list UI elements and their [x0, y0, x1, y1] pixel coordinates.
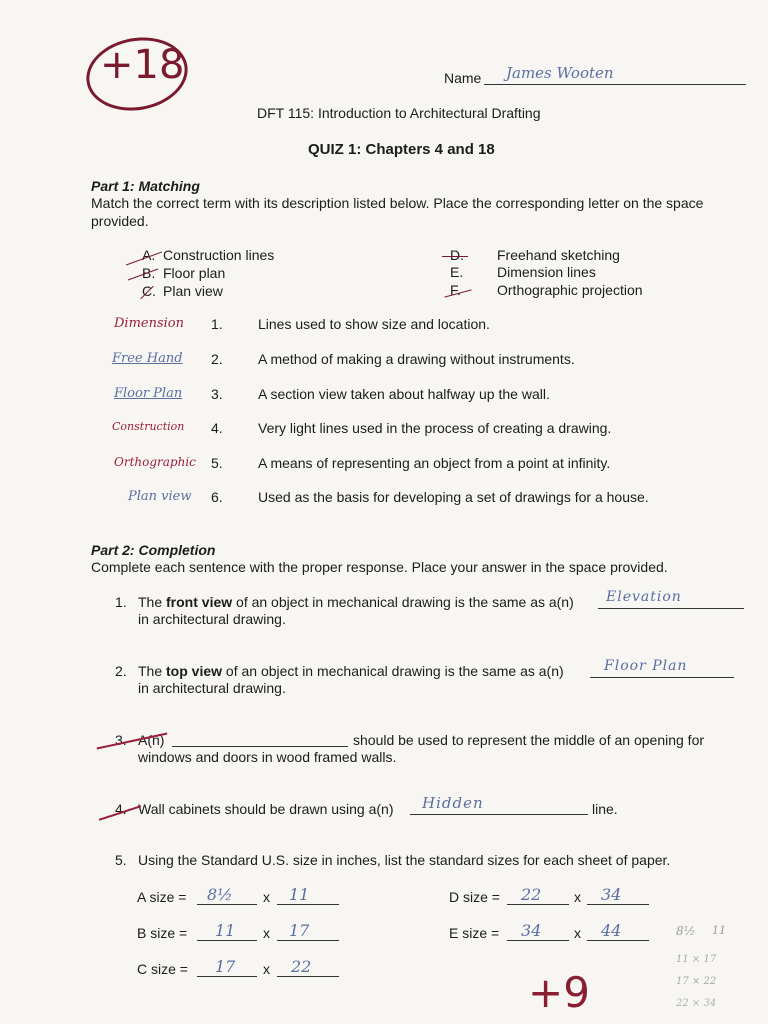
q3-post: should be used to represent the middle of an opening for [353, 732, 705, 748]
size-a-row [137, 886, 347, 908]
answer-1[interactable]: Dimension [114, 316, 185, 331]
margin-note-4: 17 × 22 [676, 976, 717, 987]
part1-heading: Part 1: Matching [91, 178, 200, 194]
item-4-num: 4. [211, 420, 223, 436]
q1-answer: Elevation [606, 589, 682, 605]
q2-pre: The [138, 663, 167, 679]
item-5-text: A means of representing an object from a point at infinity. [258, 455, 611, 471]
size-a-label: A size = [137, 889, 187, 905]
item-2-text: A method of making a drawing without instruments. [258, 351, 575, 367]
matching-item-2 [100, 351, 680, 371]
size-d-x: x [574, 889, 581, 905]
name-label: Name [444, 70, 482, 86]
matching-item-5 [100, 455, 680, 475]
term-f-letter: F. [450, 282, 461, 298]
item-1-text: Lines used to show size and location. [258, 316, 490, 332]
size-e-height[interactable]: 44 [587, 922, 649, 941]
q4-post: line. [592, 801, 618, 817]
size-e-width[interactable]: 34 [507, 922, 569, 941]
q3-num: 3. [115, 732, 127, 748]
q2-line2: in architectural drawing. [138, 680, 286, 696]
q5-num: 5. [115, 852, 127, 868]
term-d: Freehand sketching [497, 247, 620, 263]
answer-4[interactable]: Construction [112, 420, 185, 433]
part2-heading: Part 2: Completion [91, 542, 216, 558]
size-e-row [449, 922, 659, 944]
size-b-x: x [263, 925, 270, 941]
strike-d [442, 256, 468, 257]
name-field[interactable] [484, 66, 746, 85]
part1-instructions-1: Match the correct term with its description listed below. Place the corresponding letter on the space [91, 195, 704, 211]
q1-post: of an object in mechanical drawing is the same as a(n) [232, 594, 574, 610]
q1-num: 1. [115, 594, 127, 610]
q4-pre: Wall cabinets should be drawn using a(n) [138, 801, 394, 817]
term-a-letter: A. [142, 247, 156, 263]
item-6-text: Used as the basis for developing a set of drawings for a house. [258, 489, 649, 505]
q3-pre: A(n) [138, 732, 165, 748]
size-b-width[interactable]: 11 [197, 922, 257, 941]
name-value: James Wooten [506, 64, 614, 82]
size-d-label: D size = [449, 889, 500, 905]
q3-blank[interactable] [172, 729, 348, 747]
q2-blank[interactable] [590, 660, 734, 678]
size-b-label: B size = [137, 925, 188, 941]
q2-num: 2. [115, 663, 127, 679]
size-b-height[interactable]: 17 [277, 922, 339, 941]
answer-6[interactable]: Plan view [128, 489, 192, 504]
size-a-x: x [263, 889, 270, 905]
term-a: Construction lines [163, 247, 275, 263]
size-a-height[interactable]: 11 [277, 886, 339, 905]
margin-note-5: 22 × 34 [676, 998, 717, 1009]
q1-pre: The [138, 594, 167, 610]
part2-instructions: Complete each sentence with the proper response. Place your answer in the space provided. [91, 559, 668, 575]
margin-note-2: 11 [712, 924, 726, 937]
size-d-width[interactable]: 22 [507, 886, 569, 905]
q2-post: of an object in mechanical drawing is the same as a(n) [222, 663, 564, 679]
term-c-letter: C. [142, 283, 156, 299]
answer-3[interactable]: Floor Plan [114, 386, 183, 401]
q4-blank[interactable] [410, 794, 588, 815]
item-2-num: 2. [211, 351, 223, 367]
size-c-height[interactable]: 22 [277, 958, 339, 977]
item-5-num: 5. [211, 455, 223, 471]
term-b: Floor plan [163, 265, 226, 281]
q1-blank[interactable] [598, 591, 744, 609]
item-6-num: 6. [211, 489, 223, 505]
term-f: Orthographic projection [497, 282, 643, 298]
size-b-row [137, 922, 347, 944]
item-3-num: 3. [211, 386, 223, 402]
size-d-row [449, 886, 659, 908]
q1-bold: front view [166, 594, 233, 610]
q1-line2: in architectural drawing. [138, 611, 286, 627]
q2-bold: top view [166, 663, 223, 679]
matching-item-4 [100, 420, 680, 440]
item-1-num: 1. [211, 316, 223, 332]
term-e-letter: E. [450, 264, 464, 280]
score-bottom: +9 [528, 968, 590, 1017]
margin-note-3: 11 × 17 [676, 954, 717, 965]
size-c-row [137, 958, 347, 980]
term-b-letter: B. [142, 265, 156, 281]
term-c: Plan view [163, 283, 223, 299]
q5-text: Using the Standard U.S. size in inches, list the standard sizes for each sheet of paper. [138, 852, 671, 868]
q4-num: 4. [115, 801, 127, 817]
margin-note-1: 8½ [676, 924, 696, 938]
q1-text [138, 594, 574, 610]
size-d-height[interactable]: 34 [587, 886, 649, 905]
matching-item-6 [100, 489, 680, 509]
size-c-width[interactable]: 17 [197, 958, 257, 977]
answer-5[interactable]: Orthographic [114, 455, 196, 469]
part1-instructions-2: provided. [91, 213, 149, 229]
course-title: DFT 115: Introduction to Architectural Drafting [257, 105, 541, 121]
quiz-title: QUIZ 1: Chapters 4 and 18 [308, 141, 495, 158]
matching-item-3 [100, 386, 680, 406]
q3-line2: windows and doors in wood framed walls. [138, 749, 397, 765]
item-4-text: Very light lines used in the process of creating a drawing. [258, 420, 612, 436]
term-d-letter: D. [450, 247, 464, 263]
q2-text [138, 663, 564, 679]
size-c-label: C size = [137, 961, 188, 977]
size-e-x: x [574, 925, 581, 941]
term-e: Dimension lines [497, 264, 596, 280]
q2-answer: Floor Plan [604, 658, 688, 674]
matching-item-1 [100, 316, 680, 336]
size-e-label: E size = [449, 925, 500, 941]
size-c-x: x [263, 961, 270, 977]
item-3-text: A section view taken about halfway up the wall. [258, 386, 550, 402]
score-top: +18 [100, 42, 185, 88]
q4-answer: Hidden [422, 794, 484, 812]
size-a-width[interactable]: 8½ [197, 886, 257, 905]
answer-2[interactable]: Free Hand [112, 351, 183, 366]
